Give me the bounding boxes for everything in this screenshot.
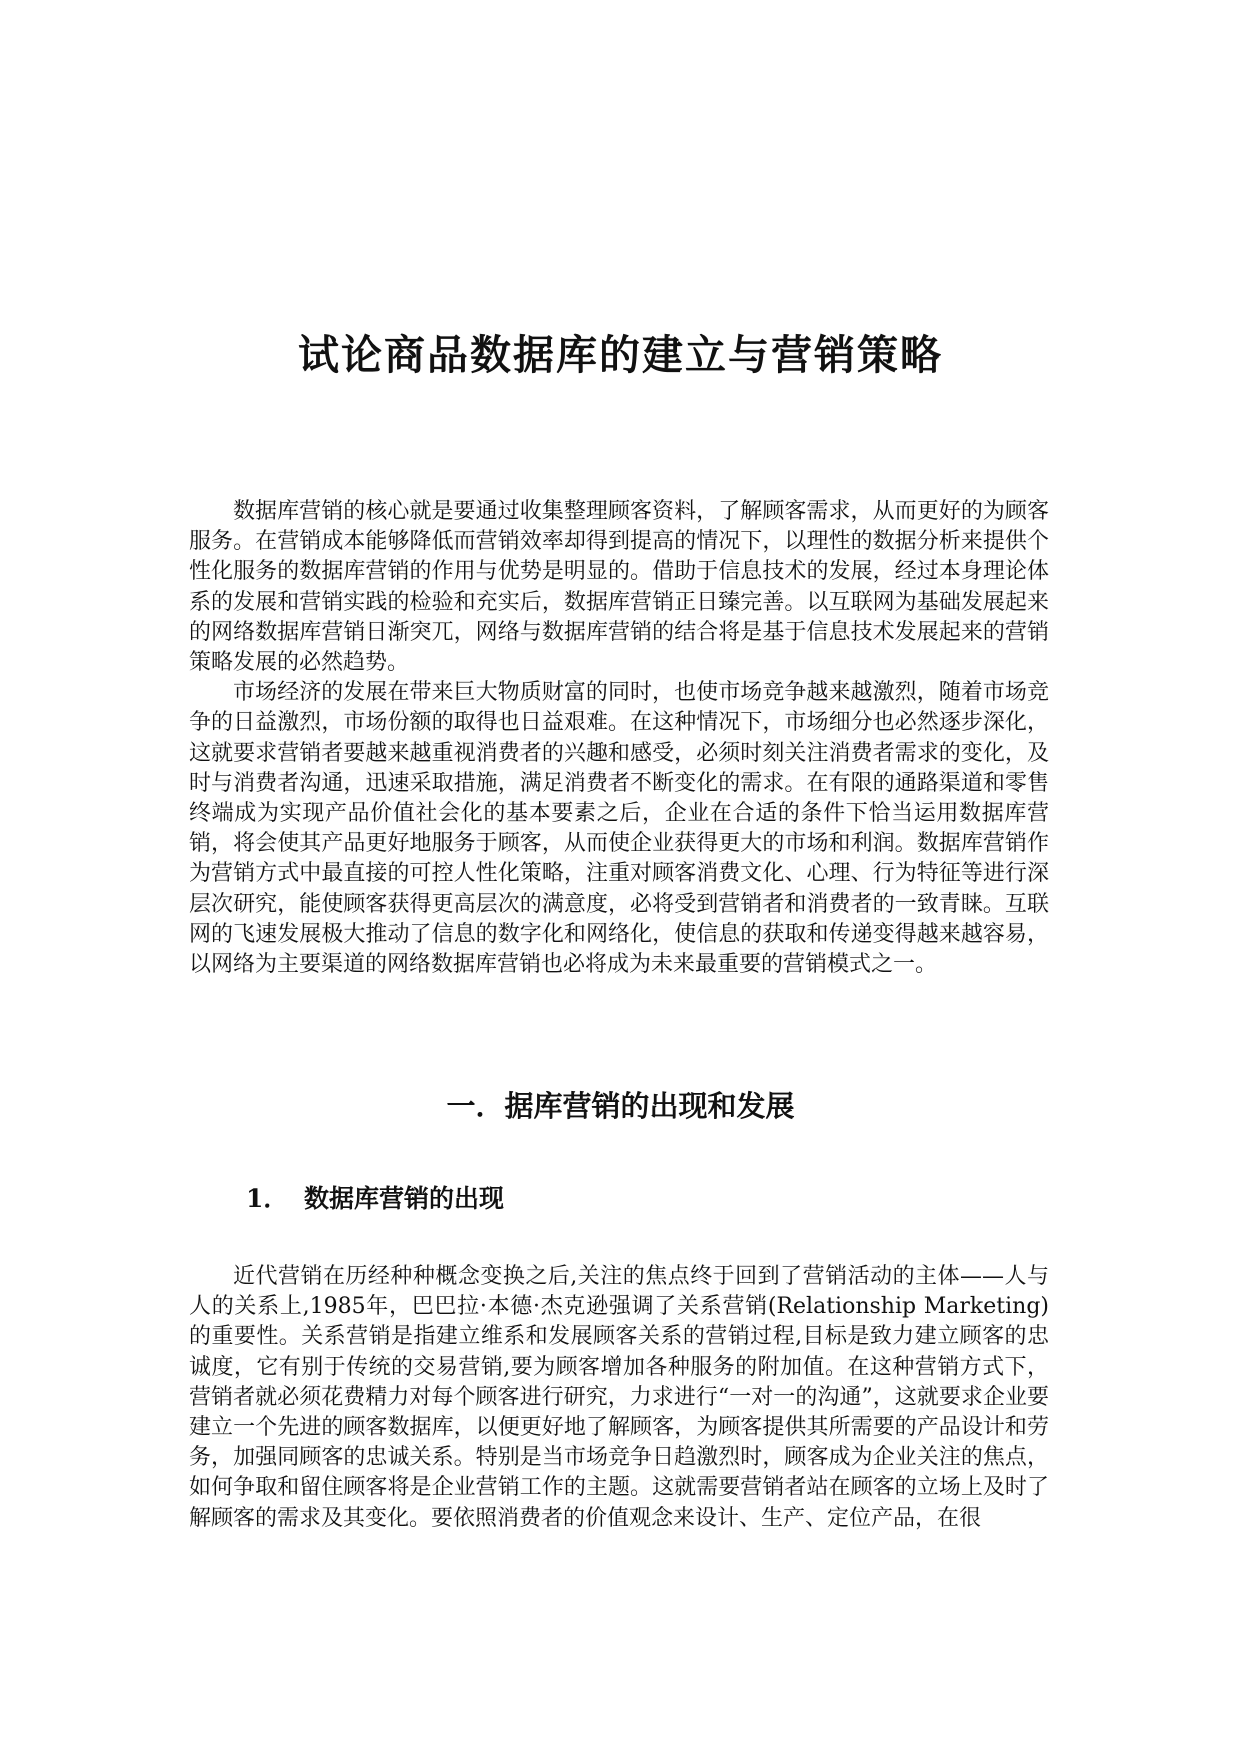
intro-paragraph-1: 数据库营销的核心就是要通过收集整理顾客资料，了解顾客需求，从而更好的为顾客服务。在营销成本能够降低而营销效率却得到提高的情况下，以理性的数据分析来提供个性化服务的数据库营销的作用与优势是明显的。借助于信息技术的发展，经过本身理论体系的发展和营销实践的检验和充实后，数据库营销正日臻完善。以互联网为基础发展起来的网络数据库营销日渐突兀，网络与数据库营销的结合将是基于信息技术发展起来的营销策略发展的必然趋势。 <box>189 499 1049 676</box>
intro-section <box>189 497 1049 980</box>
subsection-title: 数据库营销的出现 <box>304 1184 505 1213</box>
intro-paragraph-2: 市场经济的发展在带来巨大物质财富的同时，也使市场竞争越来越激烈，随着市场竞争的日益激烈，市场份额的取得也日益艰难。在这种情况下，市场细分也必然逐步深化，这就要求营销者要越来越重视消费者的兴趣和感受，必须时刻关注消费者需求的变化，及时与消费者沟通，迅速采取措施，满足消费者不断变化的需求。在有限的通路渠道和零售终端成为实现产品价值社会化的基本要素之后，企业在合适的条件下恰当运用数据库营销，将会使其产品更好地服务于顾客，从而使企业获得更大的市场和利润。数据库营销作为营销方式中最直接的可控人性化策略，注重对顾客消费文化、心理、行为特征等进行深层次研究，能使顾客获得更高层次的满意度，必将受到营销者和消费者的一致青睐。互联网的飞速发展极大推动了信息的数字化和网络化，使信息的获取和传递变得越来越容易，以网络为主要渠道的网络数据库营销也必将成为未来最重要的营销模式之一。 <box>189 680 1049 978</box>
subsection-body <box>189 1262 1049 1534</box>
subsection-paragraph-1: 近代营销在历经种种概念变换之后,关注的焦点终于回到了营销活动的主体——人与人的关系上,1985年，巴巴拉·本德·杰克逊强调了关系营销(Relationship Marketing)的重要性。关系营销是指建立维系和发展顾客关系的营销过程,目标是致力建立顾客的忠诚度，它有别于传统的交易营销,要为顾客增加各种服务的附加值。在这种营销方式下，营销者就必须花费精力对每个顾客进行研究，力求进行“一对一的沟通”，这就要求企业要建立一个先进的顾客数据库，以便更好地了解顾客，为顾客提供其所需要的产品设计和劳务，加强同顾客的忠诚关系。特别是当市场竞争日趋激烈时，顾客成为企业关注的焦点，如何争取和留住顾客将是企业营销工作的主题。这就需要营销者站在顾客的立场上及时了解顾客的需求及其变化。要依照消费者的价值观念来设计、生产、定位产品，在很 <box>189 1264 1049 1531</box>
subsection-heading <box>246 1182 504 1216</box>
subsection-number: 1． <box>246 1184 289 1213</box>
document-title: 试论商品数据库的建立与营销策略 <box>298 331 943 379</box>
section-heading: 一．据库营销的出现和发展 <box>446 1089 795 1123</box>
